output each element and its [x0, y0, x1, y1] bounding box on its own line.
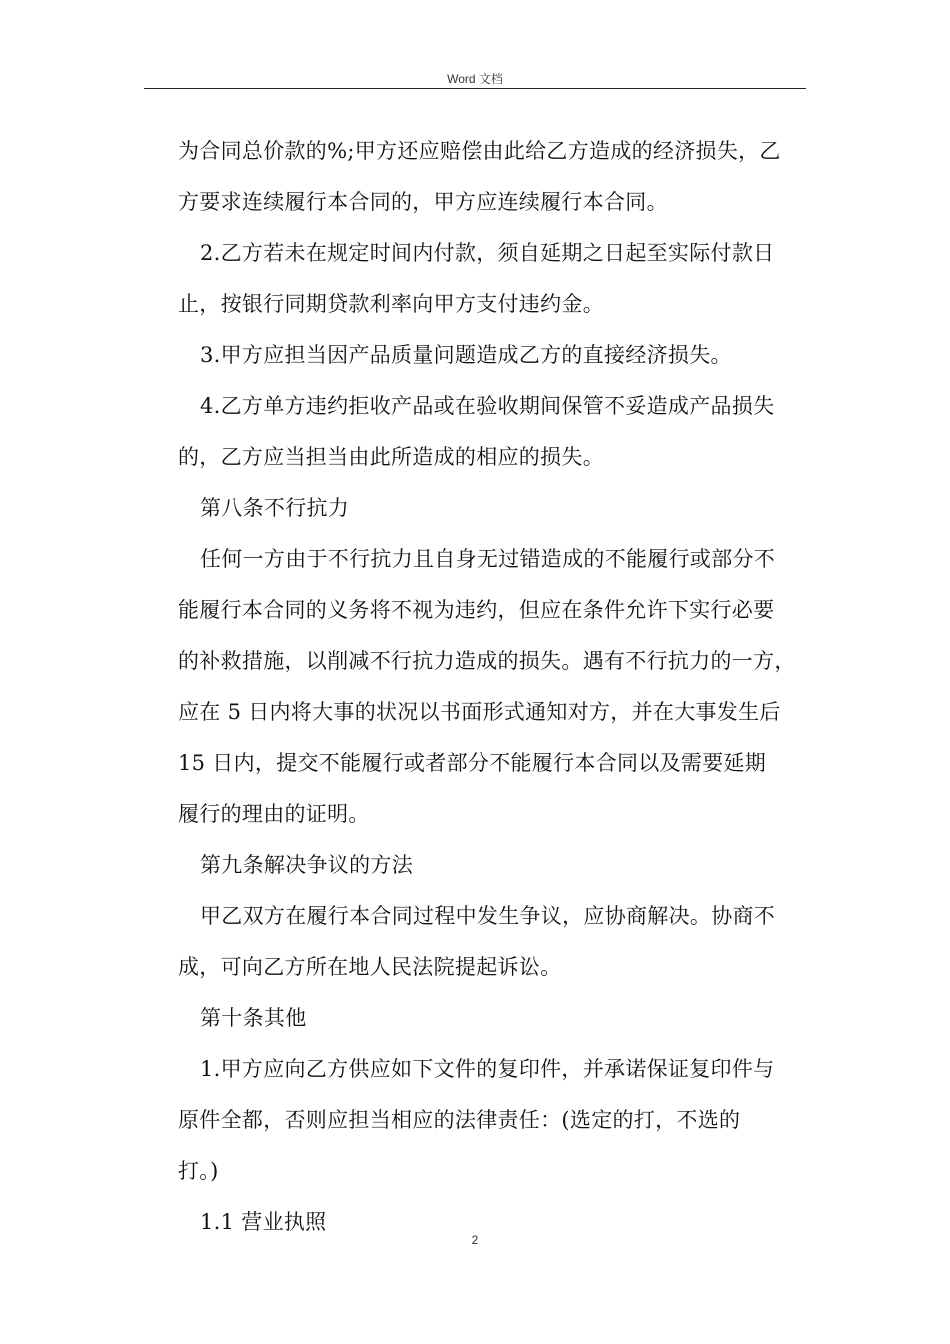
body-line: 的，乙方应当担当由此所造成的相应的损失。	[178, 445, 604, 469]
body-line: 成，可向乙方所在地人民法院提起诉讼。	[178, 955, 562, 979]
body-line: 为合同总价款的%;甲方还应赔偿由此给乙方造成的经济损失，乙	[178, 139, 781, 163]
body-line: 打。)	[178, 1159, 219, 1183]
header-divider	[144, 88, 806, 89]
body-line: 方要求连续履行本合同的，甲方应连续履行本合同。	[178, 190, 668, 214]
body-line: 履行的理由的证明。	[178, 802, 370, 826]
body-line: 1.1 营业执照	[200, 1210, 327, 1234]
section-heading: 第九条解决争议的方法	[200, 853, 413, 877]
body-line: 甲乙双方在履行本合同过程中发生争议，应协商解决。协商不	[200, 904, 776, 928]
section-heading: 第八条不行抗力	[200, 496, 350, 520]
body-line: 能履行本合同的义务将不视为违约，但应在条件允许下实行必要	[178, 598, 775, 622]
body-line: 的补救措施，以削减不行抗力造成的损失。遇有不行抗力的一方，	[178, 649, 796, 673]
body-line: 1.甲方应向乙方供应如下文件的复印件，并承诺保证复印件与	[200, 1057, 775, 1081]
body-line: 原件全都，否则应担当相应的法律责任：(选定的打，不选的	[178, 1108, 741, 1132]
section-heading: 第十条其他	[200, 1006, 307, 1030]
page-number: 2	[471, 1233, 479, 1247]
document-body	[178, 131, 818, 1253]
body-line: 4.乙方单方违约拒收产品或在验收期间保管不妥造成产品损失	[200, 394, 775, 418]
body-line: 3.甲方应担当因产品质量问题造成乙方的直接经济损失。	[200, 343, 732, 367]
body-line: 任何一方由于不行抗力且自身无过错造成的不能履行或部分不	[200, 547, 776, 571]
body-line: 15 日内，提交不能履行或者部分不能履行本合同以及需要延期	[178, 751, 767, 775]
body-line: 应在 5 日内将大事的状况以书面形式通知对方，并在大事发生后	[178, 700, 781, 724]
body-line: 止，按银行同期贷款利率向甲方支付违约金。	[178, 292, 604, 316]
body-line: 2.乙方若未在规定时间内付款，须自延期之日起至实际付款日	[200, 241, 775, 265]
header-title: Word 文档	[447, 72, 503, 86]
